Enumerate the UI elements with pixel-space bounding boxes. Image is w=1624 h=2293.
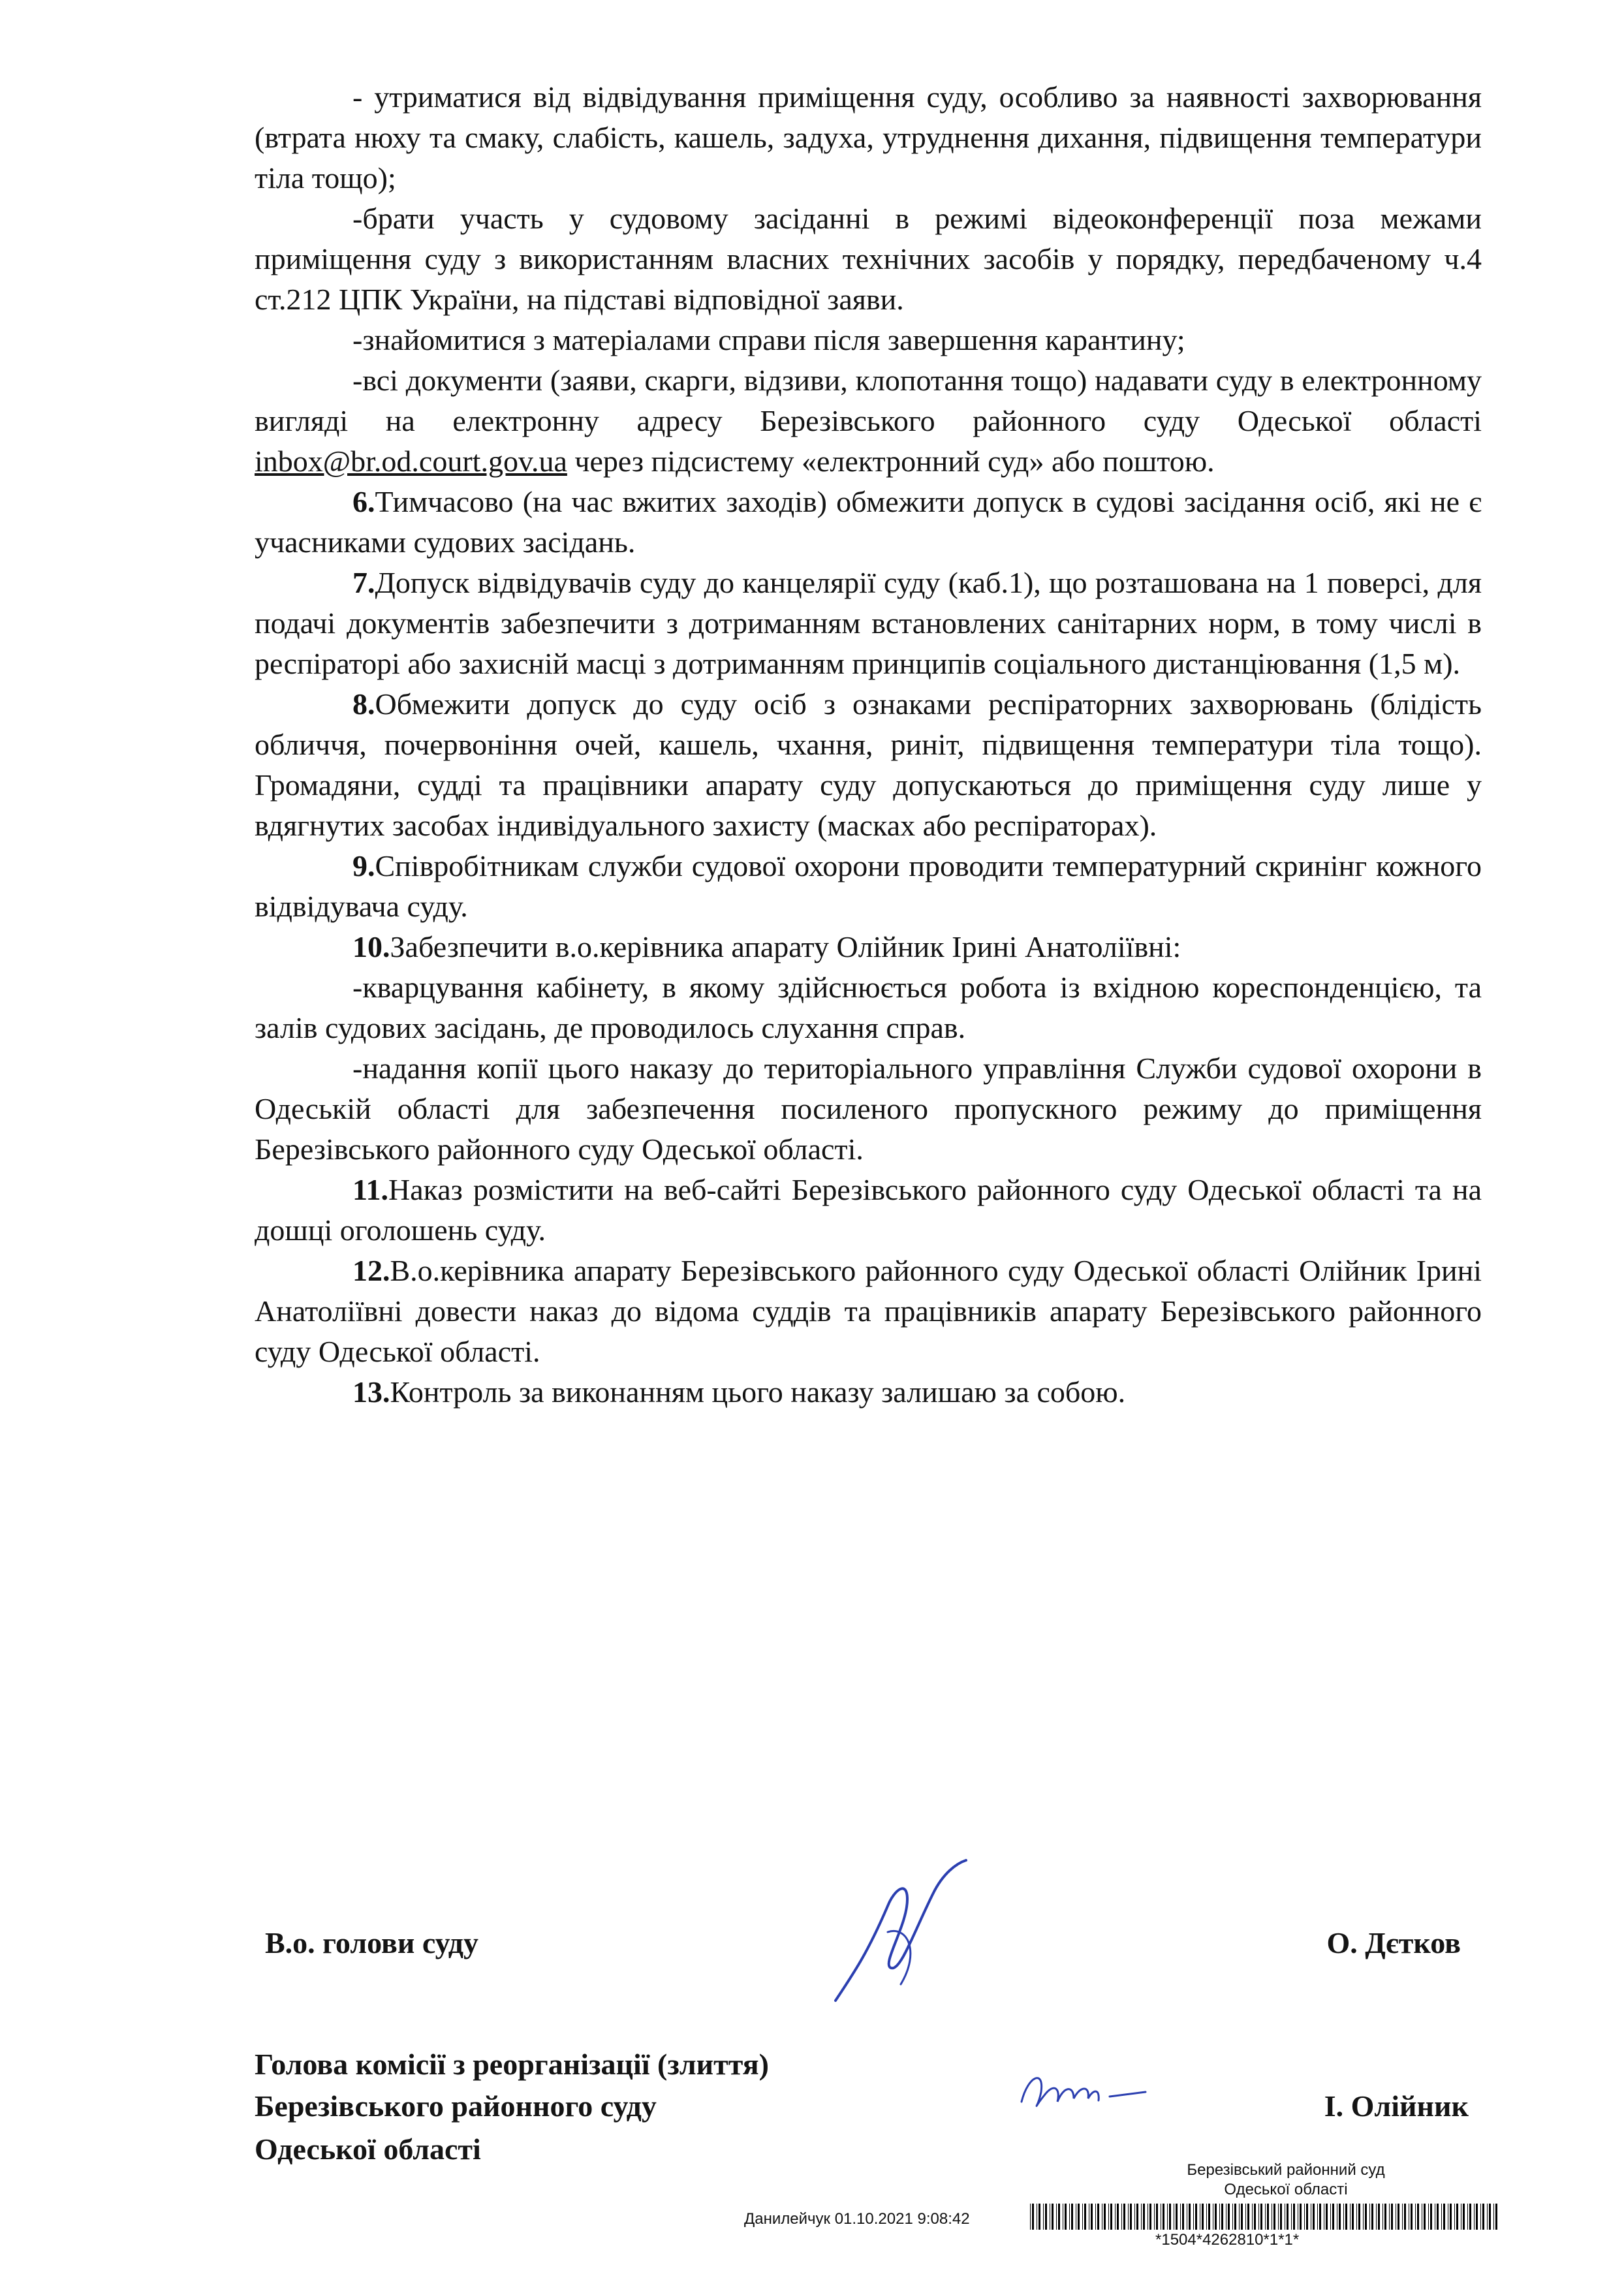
paragraph-2: -брати участь у судовому засіданні в режимі відеоконференції поза межами приміщення суду з використанням власних технічних засобів у порядку, передбаченому ч.4 ст.212 ЦПК України, на підставі відповідної заяви. [255,202,1482,316]
paragraph-number: 11. [352,1173,388,1206]
paragraph-number: 10. [352,930,390,963]
commission-head-name: І. Олійник [1324,2089,1469,2123]
document-body [255,77,1482,1412]
stamp-user-datetime: Данилейчук 01.10.2021 9:08:42 [744,2210,970,2228]
commission-title-line-1: Голова комісії з реорганізації (злиття) [255,2048,769,2081]
paragraph-6: 6.Тимчасово (на час вжитих заходів) обмежити допуск в судові засідання осіб, які не є учасниками судових засідань. [255,485,1482,559]
stamp-barcode-code: *1504*4262810*1*1* [1155,2231,1300,2249]
paragraph-4: -всі документи (заяви, скарги, відзиви, клопотання тощо) надавати суду в електронному вигляді на електронну адресу Березівського районного суду Одеської області inbox@br.od.court.gov.ua через підсистему «електронний суд» або поштою. [255,364,1482,478]
stamp-court-name: Березівський районний суд Одеської області [1187,2161,1385,2198]
paragraph-3: -знайомитися з матеріалами справи після завершення карантину; [352,323,1185,356]
paragraph-13: 13.Контроль за виконанням цього наказу залишаю за собою. [352,1375,1126,1409]
acting-head-title: В.о. голови суду [265,1926,479,1959]
paragraph-number: 6. [352,485,375,518]
paragraph-10: 10.Забезпечити в.о.керівника апарату Олійник Ірині Анатоліївні: [352,930,1181,963]
acting-head-signature-icon [809,1854,1018,2010]
commission-head-signature-row-2 [255,2086,1469,2127]
commission-head-signature-icon [1015,2056,1159,2128]
acting-head-name: О. Дєтков [1326,1926,1461,1959]
paragraph-1: - утриматися від відвідування приміщення суду, особливо за наявності захворювання (втрата нюху та смаку, слабість, кашель, задуха, утруднення дихання, підвищення температури тіла тощо); [255,80,1482,195]
paragraph-9: 9.Співробітникам служби судової охорони проводити температурний скринінг кожного відвідувача суду. [255,849,1482,923]
paragraph-10-item-1: -кварцування кабінету, в якому здійснюється робота із вхідною кореспонденцією, та залів судових засідань, де проводилось слухання справ. [255,971,1482,1044]
court-email-link[interactable]: inbox@br.od.court.gov.ua [255,445,567,478]
paragraph-8: 8.Обмежити допуск до суду осіб з ознаками респіраторних захворювань (блідість обличчя, почервоніння очей, кашель, чхання, риніт, підвищення температури тіла тощо). Громадяни, судді та працівники апарату суду допускаються до приміщення суду лише у вдягнутих засобах індивідуального захисту (масках або респіраторах). [255,687,1482,842]
commission-head-signature-row [255,2044,1469,2085]
paragraph-11: 11.Наказ розмістити на веб-сайті Березівського районного суду Одеської області та на дошці оголошень суду. [255,1173,1482,1247]
paragraph-12: 12.В.о.керівника апарату Березівського районного суду Одеської області Олійник Ірині Анатоліївні довести наказ до відома суддів та працівників апарату Березівського районного суду Одеської області. [255,1254,1482,1368]
barcode-icon [1030,2204,1500,2230]
paragraph-7: 7.Допуск відвідувачів суду до канцелярії суду (каб.1), що розташована на 1 поверсі, для подачі документів забезпечити з дотриманням встановлених санітарних норм, в тому числі в респіраторі або захисній масці з дотриманням принципів соціального дистанціювання (1,5 м). [255,566,1482,680]
paragraph-number: 12. [352,1254,390,1287]
commission-title-line-2: Березівського районного суду [255,2089,657,2123]
paragraph-10-item-2: -надання копії цього наказу до територіального управління Служби судової охорони в Одеській області для забезпечення посиленого пропускного режиму до приміщення Березівського районного суду Одеської області. [255,1052,1482,1166]
paragraph-number: 13. [352,1375,390,1409]
paragraph-number: 8. [352,687,375,721]
commission-title-line-3: Одеської області [255,2132,481,2166]
paragraph-number: 9. [352,849,375,882]
paragraph-number: 7. [352,566,375,599]
